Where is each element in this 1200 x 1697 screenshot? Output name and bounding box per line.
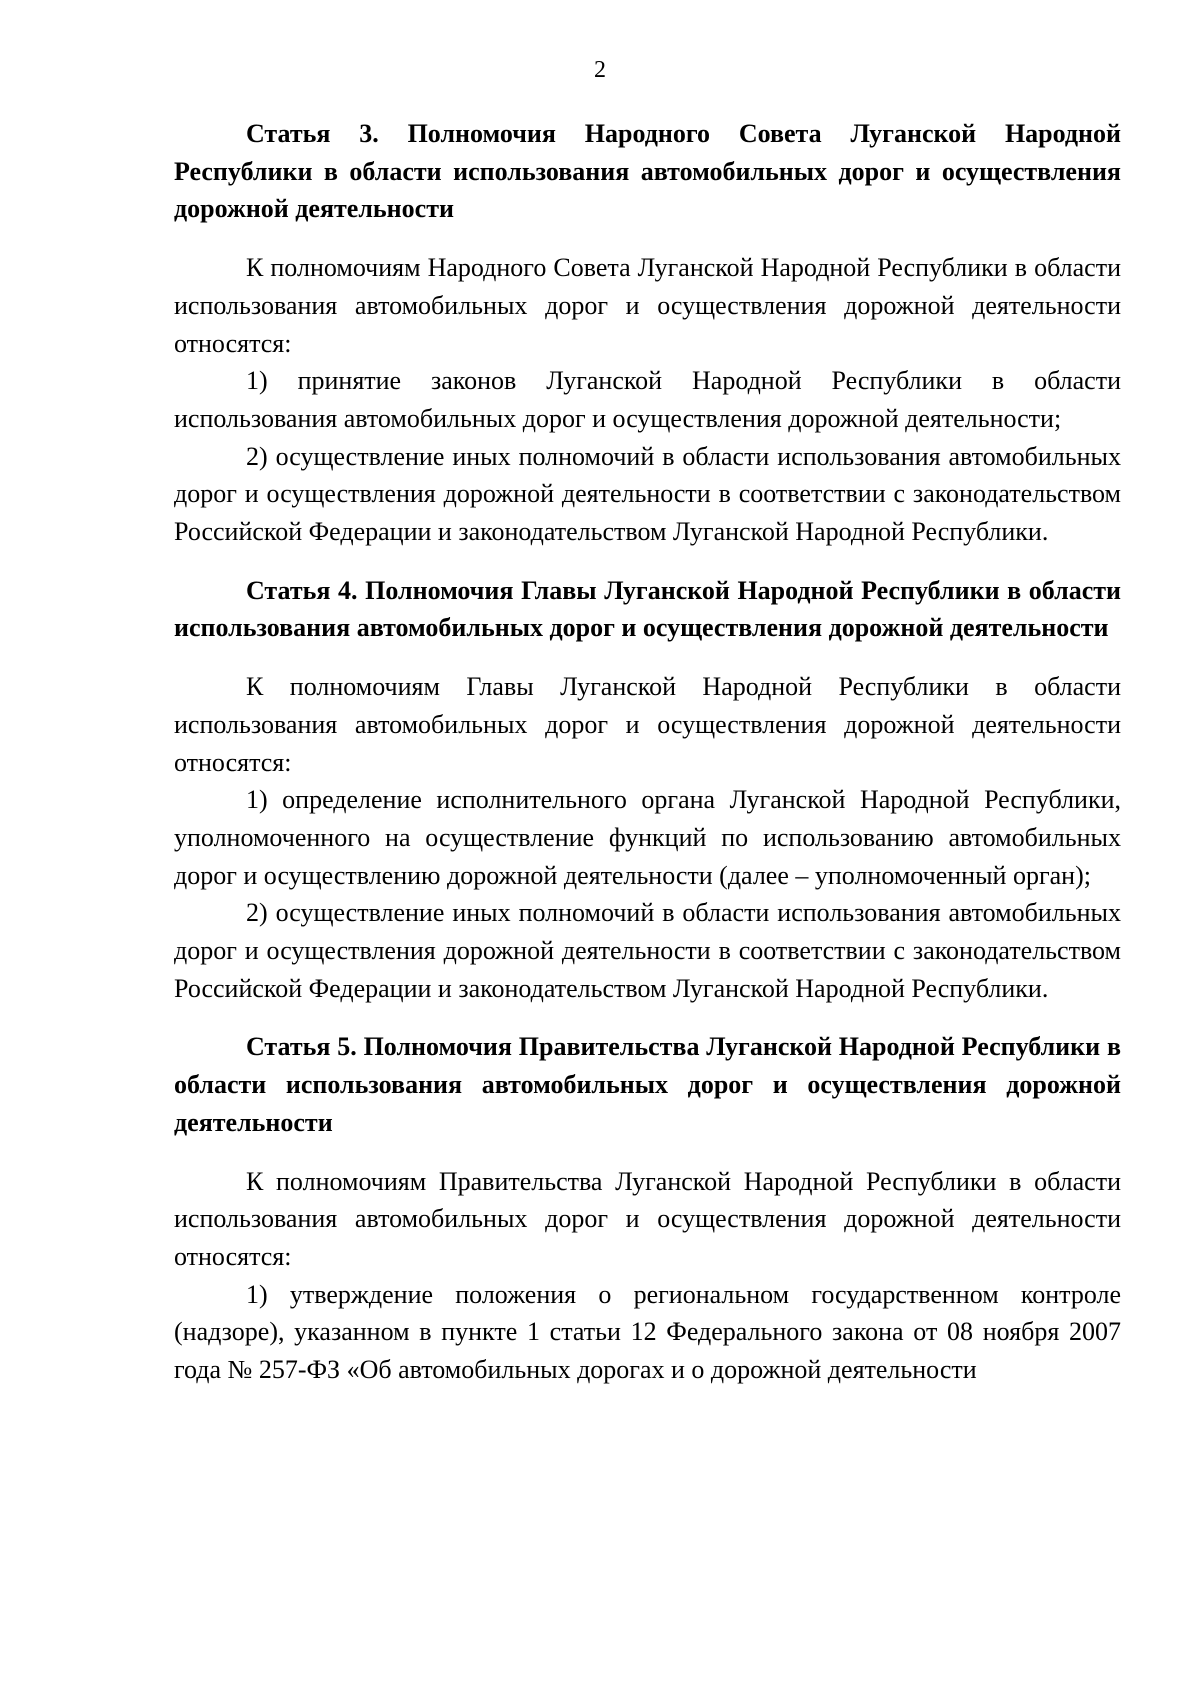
paragraph: К полномочиям Главы Луганской Народной Республики в области использования автомобильных дорог и осуществления дорожной деятельности относятся:: [174, 672, 1121, 777]
article-heading: Статья 3. Полномочия Народного Совета Луганской Народной Республики в области использования автомобильных дорог и осуществления дорожной деятельности: [174, 119, 1121, 224]
article-heading: Статья 5. Полномочия Правительства Луганской Народной Республики в области использования автомобильных дорог и осуществления дорожной деятельности: [174, 1032, 1121, 1137]
document-body: [174, 115, 1121, 1389]
paragraph: К полномочиям Народного Совета Луганской Народной Республики в области использования автомобильных дорог и осуществления дорожной деятельности относятся:: [174, 253, 1121, 358]
paragraph: 2) осуществление иных полномочий в области использования автомобильных дорог и осуществления дорожной деятельности в соответствии с законодательством Российской Федерации и законодательством Луганской Народной Республики.: [174, 441, 1121, 547]
paragraph: 1) принятие законов Луганской Народной Республики в области использования автомобильных дорог и осуществления дорожной деятельности;: [174, 366, 1121, 433]
paragraph: 1) утверждение положения о региональном государственном контроле (надзоре), указанном в пункте 1 статьи 12 Федерального закона от 08 ноября 2007 года № 257-ФЗ «Об автомобильных дорогах и о дорожной деятельности: [174, 1279, 1121, 1385]
article-3: [174, 115, 1121, 551]
article-5: [174, 1028, 1121, 1388]
paragraph: 1) определение исполнительного органа Луганской Народной Республики, уполномоченного на осуществление функций по использованию автомобильных дорог и осуществлению дорожной деятельности (далее – уполномоченный орган);: [174, 785, 1121, 890]
article-heading: Статья 4. Полномочия Главы Луганской Народной Республики в области использования автомобильных дорог и осуществления дорожной деятельности: [174, 575, 1121, 643]
paragraph: 2) осуществление иных полномочий в области использования автомобильных дорог и осуществления дорожной деятельности в соответствии с законодательством Российской Федерации и законодательством Луганской Народной Республики.: [174, 898, 1121, 1003]
paragraph: К полномочиям Правительства Луганской Народной Республики в области использования автомобильных дорог и осуществления дорожной деятельности относятся:: [174, 1166, 1121, 1271]
article-4: [174, 572, 1121, 1008]
page-number: 2: [594, 57, 606, 83]
